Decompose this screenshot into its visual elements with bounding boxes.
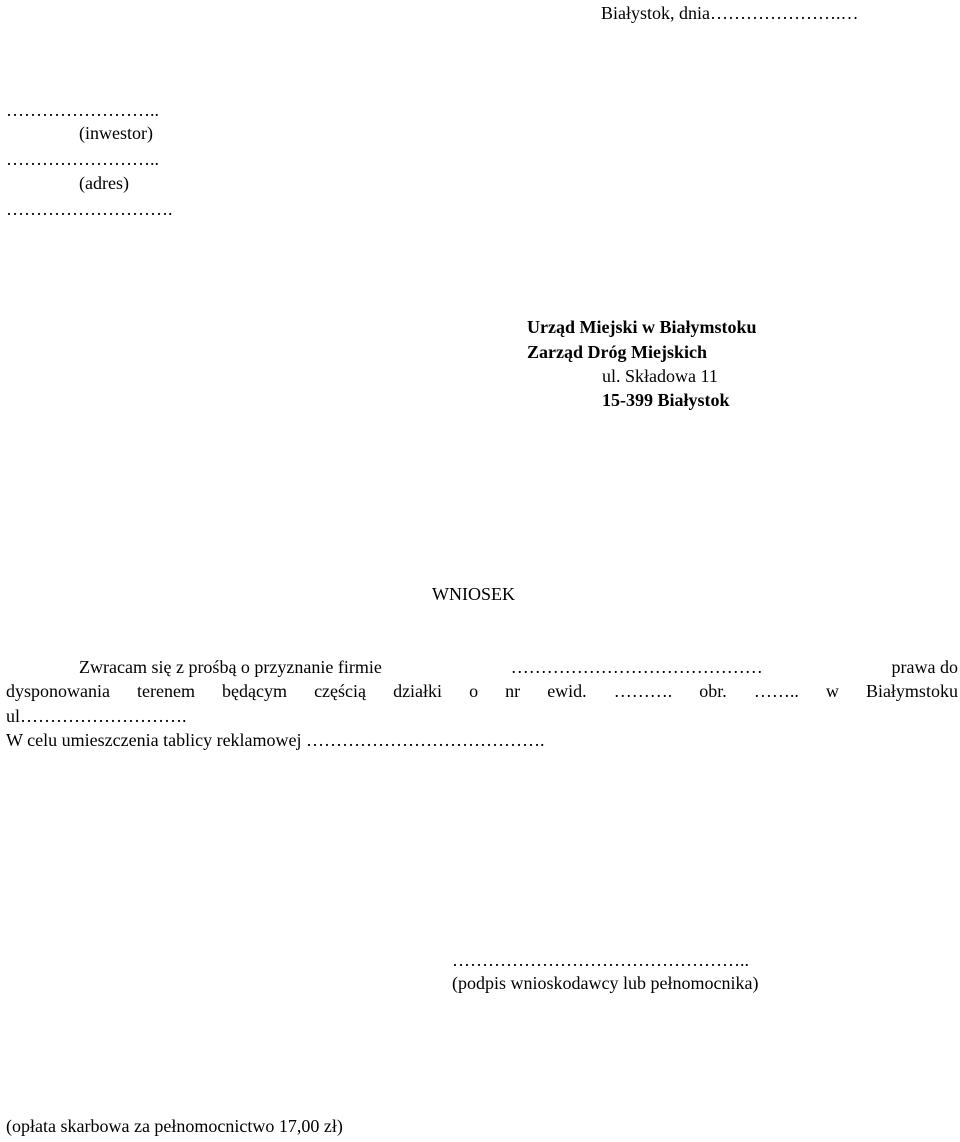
recipient-line-3: ul. Składowa 11	[602, 366, 718, 386]
body-line-1-dots: ……………………………………	[510, 657, 763, 677]
body-word: ewid.	[547, 681, 587, 701]
body-line-2	[6, 680, 958, 702]
body-word: częścią	[314, 681, 367, 701]
body-word: Białymstoku	[865, 681, 958, 701]
signature-dots: …………………………………………..	[452, 950, 749, 970]
recipient-line-4: 15-399 Białystok	[602, 390, 730, 410]
investor-dots: ……………………..	[6, 100, 159, 120]
signature-label: (podpis wnioskodawcy lub pełnomocnika)	[452, 973, 759, 993]
body-word: terenem	[137, 681, 195, 701]
address-label: (adres)	[79, 173, 129, 193]
body-word: o	[469, 681, 479, 701]
document-title: WNIOSEK	[432, 584, 515, 604]
body-word: nr	[505, 681, 521, 701]
address-dots-2: ……………………….	[6, 199, 173, 219]
body-word: w	[825, 681, 839, 701]
body-word: obr.	[699, 681, 727, 701]
body-word: ……….	[613, 681, 673, 701]
body-word: dysponowania	[6, 681, 110, 701]
body-line-4: W celu umieszczenia tablicy reklamowej ………………………………….	[6, 730, 545, 750]
body-word: działki	[393, 681, 443, 701]
body-word: będącym	[222, 681, 288, 701]
recipient-line-2: Zarząd Dróg Miejskich	[527, 342, 707, 362]
body-line-1-text: Zwracam się z prośbą o przyznanie firmie	[79, 657, 382, 677]
fee-note: (opłata skarbowa za pełnomocnictwo 17,00 zł)	[6, 1116, 343, 1136]
body-word: ……..	[753, 681, 799, 701]
place-date: Białystok, dnia………………….…	[601, 3, 859, 23]
body-line-1	[79, 656, 958, 678]
body-line-1-end: prawa do	[891, 657, 958, 677]
investor-label: (inwestor)	[79, 123, 153, 143]
body-line-3: ul……………………….	[6, 706, 187, 726]
address-dots-1: ……………………..	[6, 149, 159, 169]
recipient-line-1: Urząd Miejski w Białymstoku	[527, 317, 757, 337]
